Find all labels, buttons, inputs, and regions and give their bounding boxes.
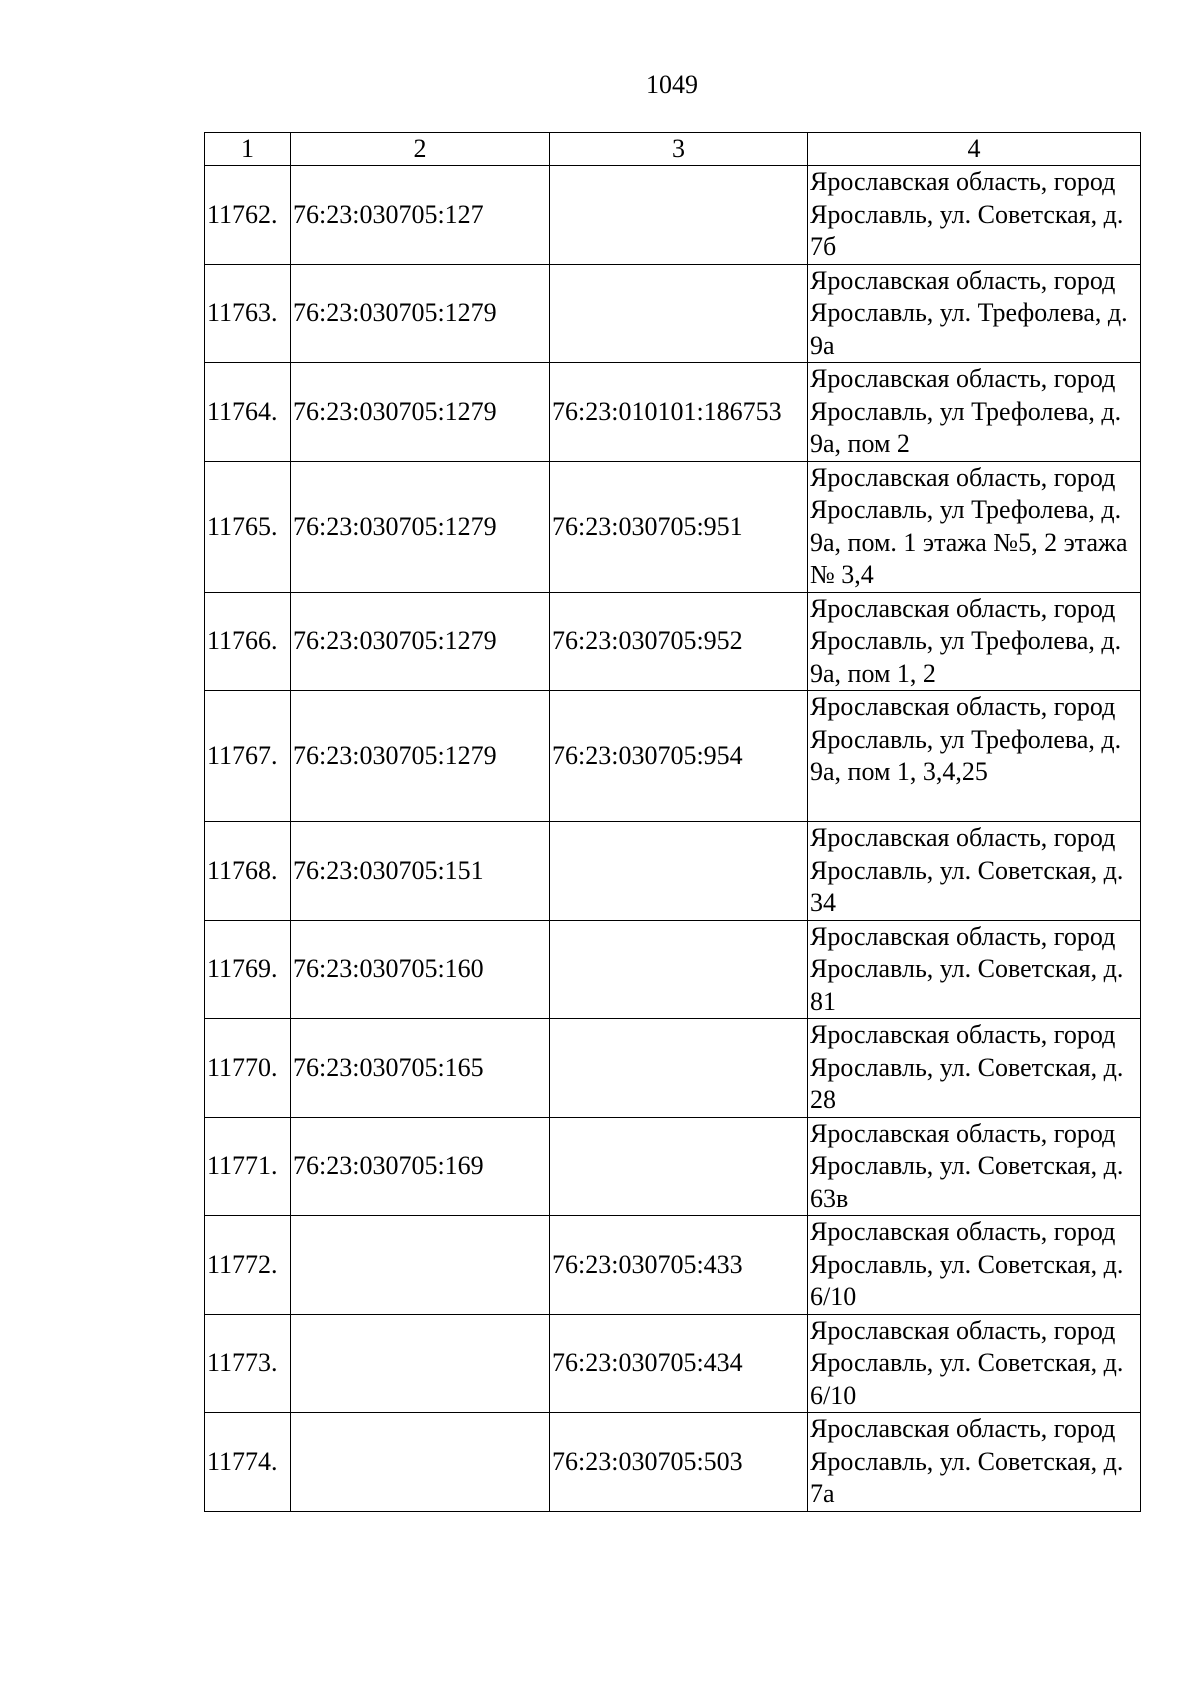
table-row xyxy=(205,166,1141,265)
cadastral-number xyxy=(291,1413,550,1512)
row-number: 11774. xyxy=(205,1413,291,1512)
address: Ярославская область, город Ярославль, ул. Советская, д. 81 xyxy=(808,920,1141,1019)
address: Ярославская область, город Ярославль, ул Трефолева, д. 9а, пом 1, 2 xyxy=(808,592,1141,691)
address: Ярославская область, город Ярославль, ул. Трефолева, д. 9а xyxy=(808,264,1141,363)
row-number: 11769. xyxy=(205,920,291,1019)
address: Ярославская область, город Ярославль, ул Трефолева, д. 9а, пом 1, 3,4,25 xyxy=(808,691,1141,822)
table-row xyxy=(205,1413,1141,1512)
table-row xyxy=(205,920,1141,1019)
header-row xyxy=(205,133,1141,166)
address: Ярославская область, город Ярославль, ул. Советская, д. 63в xyxy=(808,1117,1141,1216)
row-number: 11770. xyxy=(205,1019,291,1118)
cadastral-number xyxy=(291,1314,550,1413)
column-header-4: 4 xyxy=(808,133,1141,166)
object-number xyxy=(550,920,808,1019)
row-number: 11762. xyxy=(205,166,291,265)
cadastral-number: 76:23:030705:1279 xyxy=(291,592,550,691)
object-number xyxy=(550,1019,808,1118)
cadastral-number: 76:23:030705:1279 xyxy=(291,461,550,592)
column-header-1: 1 xyxy=(205,133,291,166)
row-number: 11771. xyxy=(205,1117,291,1216)
cadastral-number: 76:23:030705:160 xyxy=(291,920,550,1019)
table-row xyxy=(205,1019,1141,1118)
object-number: 76:23:030705:951 xyxy=(550,461,808,592)
table-row xyxy=(205,461,1141,592)
table-row xyxy=(205,264,1141,363)
row-number: 11763. xyxy=(205,264,291,363)
row-number: 11773. xyxy=(205,1314,291,1413)
object-number: 76:23:010101:186753 xyxy=(550,363,808,462)
row-number: 11766. xyxy=(205,592,291,691)
row-number: 11765. xyxy=(205,461,291,592)
row-number: 11768. xyxy=(205,822,291,921)
table-row xyxy=(205,1216,1141,1315)
address: Ярославская область, город Ярославль, ул. Советская, д. 7а xyxy=(808,1413,1141,1512)
cadastral-number xyxy=(291,1216,550,1315)
table-row xyxy=(205,363,1141,462)
object-number xyxy=(550,1117,808,1216)
cadastral-number: 76:23:030705:1279 xyxy=(291,691,550,822)
page-number: 1049 xyxy=(646,70,698,99)
object-number xyxy=(550,166,808,265)
address: Ярославская область, город Ярославль, ул. Советская, д. 6/10 xyxy=(808,1216,1141,1315)
cadastral-number: 76:23:030705:1279 xyxy=(291,363,550,462)
address: Ярославская область, город Ярославль, ул. Советская, д. 7б xyxy=(808,166,1141,265)
object-number xyxy=(550,264,808,363)
table-row xyxy=(205,592,1141,691)
object-number: 76:23:030705:433 xyxy=(550,1216,808,1315)
row-number: 11772. xyxy=(205,1216,291,1315)
cadastral-number: 76:23:030705:1279 xyxy=(291,264,550,363)
object-number: 76:23:030705:954 xyxy=(550,691,808,822)
object-number: 76:23:030705:434 xyxy=(550,1314,808,1413)
registry-table xyxy=(204,132,1141,1512)
table-row xyxy=(205,1117,1141,1216)
row-number: 11767. xyxy=(205,691,291,822)
address: Ярославская область, город Ярославль, ул. Советская, д. 28 xyxy=(808,1019,1141,1118)
address: Ярославская область, город Ярославль, ул Трефолева, д. 9а, пом 2 xyxy=(808,363,1141,462)
object-number: 76:23:030705:503 xyxy=(550,1413,808,1512)
row-number: 11764. xyxy=(205,363,291,462)
table-row xyxy=(205,1314,1141,1413)
address: Ярославская область, город Ярославль, ул. Советская, д. 6/10 xyxy=(808,1314,1141,1413)
object-number xyxy=(550,822,808,921)
table-row xyxy=(205,691,1141,822)
cadastral-number: 76:23:030705:127 xyxy=(291,166,550,265)
cadastral-number: 76:23:030705:169 xyxy=(291,1117,550,1216)
address: Ярославская область, город Ярославль, ул. Советская, д. 34 xyxy=(808,822,1141,921)
cadastral-number: 76:23:030705:151 xyxy=(291,822,550,921)
table-row xyxy=(205,822,1141,921)
address: Ярославская область, город Ярославль, ул Трефолева, д. 9а, пом. 1 этажа №5, 2 этажа № 3,4 xyxy=(808,461,1141,592)
object-number: 76:23:030705:952 xyxy=(550,592,808,691)
column-header-3: 3 xyxy=(550,133,808,166)
cadastral-number: 76:23:030705:165 xyxy=(291,1019,550,1118)
column-header-2: 2 xyxy=(291,133,550,166)
